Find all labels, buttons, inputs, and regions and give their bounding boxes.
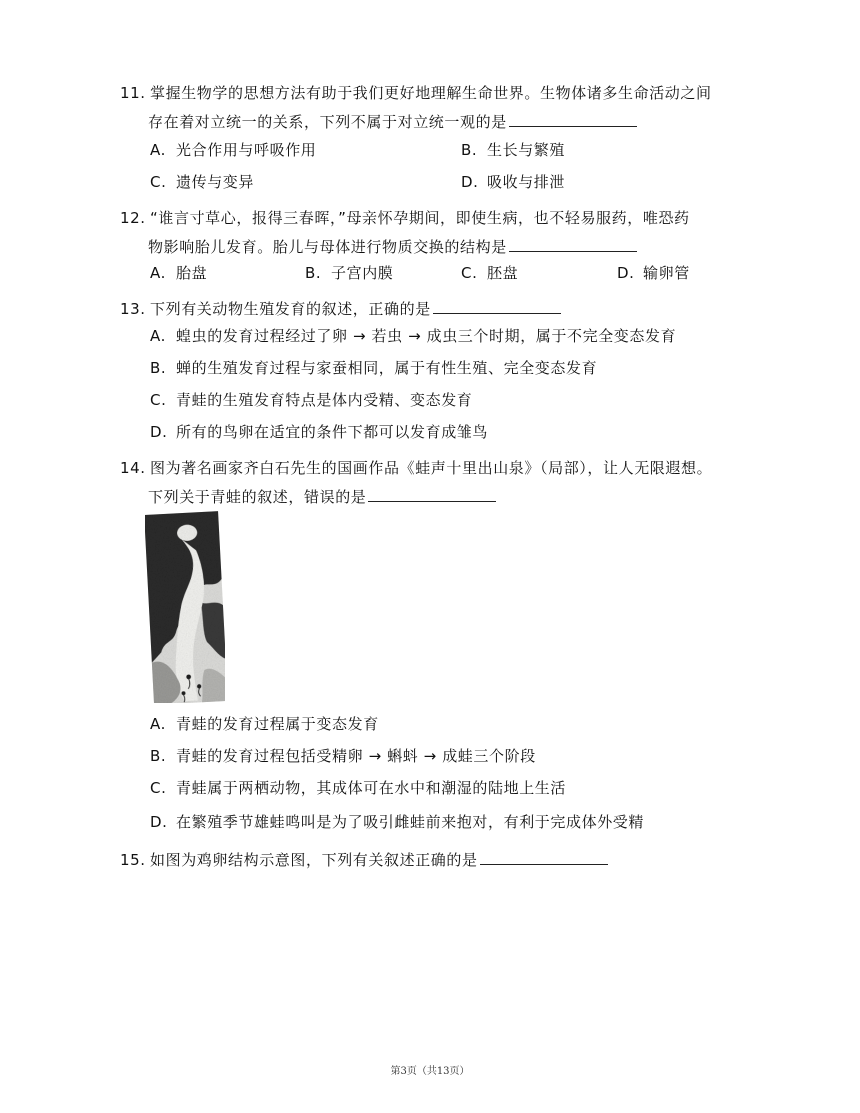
option-letter: D. — [150, 813, 168, 831]
q11-stem-line1: 掌握生物学的思想方法有助于我们更好地理解生命世界。生物体诸多生命活动之间 — [150, 84, 712, 102]
option-text: 青蛙的发育过程属于变态发育 — [176, 715, 379, 733]
q12-stem-line1: “谁言寸草心，报得三春晖，”母亲怀孕期间，即使生病，也不轻易服药，唯恐药 — [150, 209, 690, 227]
q15-stem-line1: 如图为鸡卵结构示意图，下列有关叙述正确的是 — [150, 851, 478, 869]
q13-option-a[interactable] — [150, 326, 676, 346]
q12-number: 12. — [120, 209, 146, 227]
q14-line2 — [148, 485, 496, 507]
q15-answer-blank[interactable] — [480, 848, 608, 865]
q12-option-c[interactable] — [461, 263, 518, 283]
option-text: 光合作用与呼吸作用 — [176, 141, 317, 159]
q11-answer-blank[interactable] — [509, 110, 637, 127]
option-text: 在繁殖季节雄蛙鸣叫是为了吸引雌蛙前来抱对，有利于完成体外受精 — [176, 813, 645, 831]
q14-number: 14. — [120, 459, 146, 477]
q13-option-b[interactable] — [150, 358, 597, 378]
option-text: 青蛙的生殖发育特点是体内受精、变态发育 — [176, 391, 473, 409]
option-text: 生长与繁殖 — [487, 141, 566, 159]
option-text: 所有的鸟卵在适宜的条件下都可以发育成雏鸟 — [176, 423, 489, 441]
option-text: 遗传与变异 — [176, 173, 255, 191]
option-letter: B. — [150, 747, 167, 765]
option-letter: B. — [305, 264, 322, 282]
q15-line1 — [120, 848, 608, 870]
q13-option-d[interactable] — [150, 422, 488, 442]
q12-option-a[interactable] — [150, 263, 207, 283]
option-letter: C. — [150, 173, 167, 191]
q13-answer-blank[interactable] — [433, 297, 561, 314]
q12-option-d[interactable] — [617, 263, 690, 283]
option-letter: C. — [150, 779, 167, 797]
option-letter: D. — [617, 264, 635, 282]
option-text: 胎盘 — [176, 264, 208, 282]
q11-line1 — [120, 83, 712, 103]
q14-stem-line2: 下列关于青蛙的叙述，错误的是 — [148, 488, 367, 506]
option-text: 青蛙的发育过程包括受精卵 → 蝌蚪 → 成蛙三个阶段 — [176, 747, 536, 765]
option-letter: A. — [150, 141, 166, 159]
option-letter: C. — [150, 391, 167, 409]
option-letter: D. — [150, 423, 168, 441]
option-letter: A. — [150, 264, 166, 282]
q13-option-c[interactable] — [150, 390, 472, 410]
q12-stem-line2: 物影响胎儿发育。胎儿与母体进行物质交换的结构是 — [148, 238, 507, 256]
q14-option-c[interactable] — [150, 778, 566, 798]
option-text: 蝉的生殖发育过程与家蚕相同，属于有性生殖、完全变态发育 — [176, 359, 598, 377]
q14-answer-blank[interactable] — [368, 485, 496, 502]
q14-option-d[interactable] — [150, 812, 644, 832]
q11-option-c[interactable] — [150, 172, 254, 192]
option-text: 子宫内膜 — [331, 264, 394, 282]
page-footer: 第3页（共13页） — [390, 1066, 470, 1077]
q12-answer-blank[interactable] — [509, 235, 637, 252]
q14-option-a[interactable] — [150, 714, 379, 734]
option-text: 胚盘 — [487, 264, 519, 282]
q11-option-a[interactable] — [150, 140, 316, 160]
option-text: 输卵管 — [643, 264, 690, 282]
option-letter: D. — [461, 173, 479, 191]
q14-line1 — [120, 458, 712, 478]
option-text: 蝗虫的发育过程经过了卵 → 若虫 → 成虫三个时期，属于不完全变态发育 — [176, 327, 677, 345]
q11-option-d[interactable] — [461, 172, 565, 192]
q13-number: 13. — [120, 300, 146, 318]
q11-line2 — [148, 110, 637, 132]
q12-line1 — [120, 208, 690, 228]
option-letter: A. — [150, 715, 166, 733]
ink-painting-figure — [145, 511, 225, 703]
q13-line1 — [120, 297, 561, 319]
q12-line2 — [148, 235, 637, 257]
option-letter: B. — [461, 141, 478, 159]
option-letter: A. — [150, 327, 166, 345]
option-text: 青蛙属于两栖动物，其成体可在水中和潮湿的陆地上生活 — [176, 779, 567, 797]
option-letter: B. — [150, 359, 167, 377]
q14-stem-line1: 图为著名画家齐白石先生的国画作品《蛙声十里出山泉》（局部），让人无限遐想。 — [150, 459, 713, 477]
q11-stem-line2: 存在着对立统一的关系，下列不属于对立统一观的是 — [148, 113, 507, 131]
q13-stem-line1: 下列有关动物生殖发育的叙述，正确的是 — [150, 300, 431, 318]
q11-option-b[interactable] — [461, 140, 565, 160]
q14-option-b[interactable] — [150, 746, 536, 766]
option-text: 吸收与排泄 — [487, 173, 566, 191]
q15-number: 15. — [120, 851, 146, 869]
q11-number: 11. — [120, 84, 146, 102]
option-letter: C. — [461, 264, 478, 282]
q12-option-b[interactable] — [305, 263, 393, 283]
